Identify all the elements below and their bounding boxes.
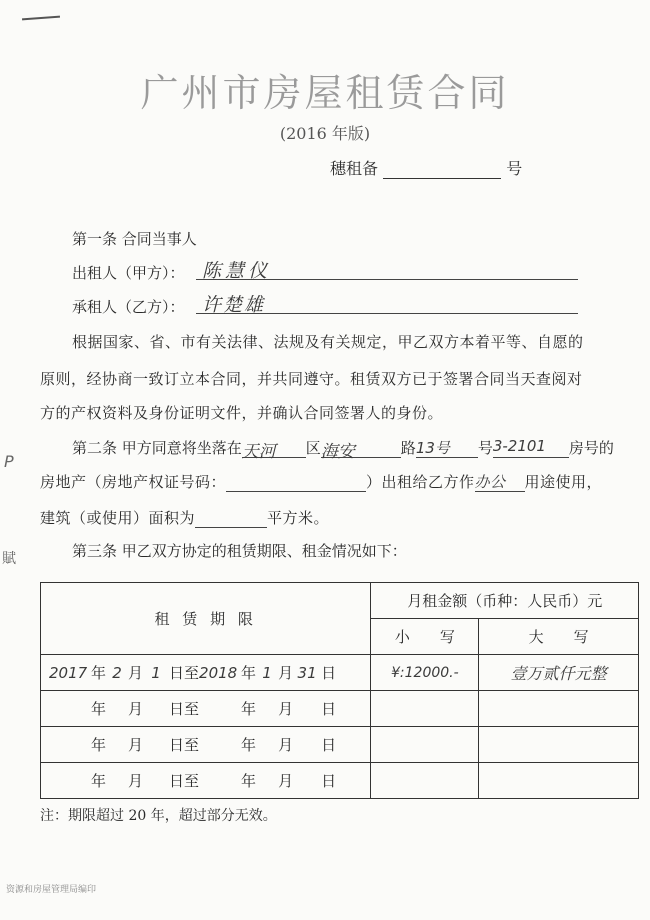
year-label: 年 xyxy=(241,736,257,754)
article2-text-2: 区 xyxy=(305,439,321,457)
lessee-label: 承租人（乙方）： xyxy=(72,298,185,316)
article2-text-5: 房号的 xyxy=(568,439,614,457)
month-label: 月 xyxy=(128,664,144,682)
article1-paragraph-line1: 根据国家、省、市有关法律、法规及有关规定，甲乙双方本着平等、自愿的 xyxy=(72,333,584,351)
article2-text-3: 路 xyxy=(400,439,416,457)
lessor-label: 出租人（甲方）： xyxy=(72,264,185,282)
end-year: 2018 xyxy=(199,664,238,682)
article2-text-1: 第二条 甲方同意将坐落在 xyxy=(72,439,242,457)
day-to-label: 日至 xyxy=(169,664,200,682)
start-month: 2 xyxy=(112,664,122,682)
small-amount-header: 小 写 xyxy=(371,619,479,655)
big-amount-value xyxy=(479,727,639,763)
month-label: 月 xyxy=(278,736,294,754)
rent-amount-header: 月租金额（币种：人民币）元 xyxy=(371,583,639,619)
lessor-name: 陈慧仪 xyxy=(202,260,272,282)
small-amount-value xyxy=(371,763,479,799)
big-amount-value xyxy=(479,691,639,727)
article2-text-10: 平方米。 xyxy=(267,509,330,527)
usage-value: 办公 xyxy=(475,471,525,492)
end-day: 31 xyxy=(297,664,317,682)
period-cell xyxy=(41,655,371,691)
period-cell xyxy=(41,691,371,727)
period-cell xyxy=(41,763,371,799)
term-note: 注：期限超过 20 年，超过部分无效。 xyxy=(40,808,277,824)
day-to-label: 日至 xyxy=(169,700,200,718)
start-year: 2017 xyxy=(49,664,88,682)
month-label: 月 xyxy=(278,664,294,682)
big-amount-value xyxy=(479,763,639,799)
area-blank xyxy=(195,507,267,528)
article3-heading: 第三条 甲乙双方协定的租赁期限、租金情况如下： xyxy=(72,542,407,560)
lessor-underline xyxy=(196,279,578,280)
lessor-row xyxy=(72,262,185,283)
article2-text-7: ）出租给乙方作 xyxy=(366,473,475,491)
month-label: 月 xyxy=(128,736,144,754)
rent-table xyxy=(40,582,639,799)
road-value: 海安 xyxy=(321,437,401,458)
year-label: 年 xyxy=(91,736,107,754)
month-label: 月 xyxy=(278,772,294,790)
day-label: 日 xyxy=(321,664,337,682)
article2-text-8: 用途使用， xyxy=(524,473,603,491)
article2-text-4: 号 xyxy=(477,439,493,457)
day-to-label: 日至 xyxy=(169,736,200,754)
year-label: 年 xyxy=(241,772,257,790)
month-label: 月 xyxy=(128,772,144,790)
margin-mark-lower: 賦 xyxy=(2,551,16,567)
pen-stroke-mark xyxy=(22,16,60,21)
period-cell xyxy=(41,727,371,763)
document-title: 广州市房屋租赁合同 xyxy=(140,71,510,115)
lessee-row xyxy=(72,296,185,317)
lessee-name: 许楚雄 xyxy=(202,294,266,316)
district-value: 天河 xyxy=(242,437,306,458)
small-amount-value xyxy=(371,691,479,727)
table-row xyxy=(41,727,639,763)
end-month: 1 xyxy=(262,664,272,682)
street-number-value: 13号 xyxy=(416,437,478,458)
article2-text-6: 房地产（房地产权证号码： xyxy=(40,473,227,491)
article1-heading: 第一条 合同当事人 xyxy=(72,230,197,248)
day-label: 日 xyxy=(321,736,337,754)
year-label: 年 xyxy=(241,700,257,718)
big-amount-value: 壹万贰仟元整 xyxy=(479,655,639,691)
property-cert-blank xyxy=(226,471,366,492)
month-label: 月 xyxy=(278,700,294,718)
year-label: 年 xyxy=(91,700,107,718)
article2-line3 xyxy=(40,507,329,528)
article2-line1 xyxy=(72,437,614,462)
big-amount-header: 大 写 xyxy=(479,619,639,655)
table-row xyxy=(41,655,639,691)
small-amount-value xyxy=(371,727,479,763)
margin-mark-p: P xyxy=(4,452,14,471)
registration-number xyxy=(330,156,522,179)
start-day: 1 xyxy=(151,664,161,682)
article2-text-9: 建筑（或使用）面积为 xyxy=(40,509,196,527)
day-label: 日 xyxy=(321,772,337,790)
year-label: 年 xyxy=(241,664,257,682)
lessee-underline xyxy=(196,313,578,314)
table-row xyxy=(41,691,639,727)
small-amount-value: ¥:12000.- xyxy=(371,655,479,691)
month-label: 月 xyxy=(128,700,144,718)
year-label: 年 xyxy=(91,664,107,682)
day-label: 日 xyxy=(321,700,337,718)
edition-label: (2016 年版) xyxy=(279,124,371,143)
article1-paragraph-line3: 方的产权资料及身份证明文件，并确认合同签署人的身份。 xyxy=(40,404,444,422)
year-label: 年 xyxy=(91,772,107,790)
registration-suffix: 号 xyxy=(506,159,523,178)
registration-blank xyxy=(383,160,501,179)
period-header: 租 赁 期 限 xyxy=(41,583,371,655)
registration-label: 穗租备 xyxy=(330,159,379,178)
article1-paragraph-line2: 原则，经协商一致订立本合同，并共同遵守。租赁双方已于签署合同当天查阅对 xyxy=(40,370,583,388)
table-row xyxy=(41,763,639,799)
room-value: 3-2101 xyxy=(493,437,569,458)
article2-line2 xyxy=(40,471,602,492)
publisher-footer: 资源和房屋管理局编印 xyxy=(6,885,97,895)
day-to-label: 日至 xyxy=(169,772,200,790)
